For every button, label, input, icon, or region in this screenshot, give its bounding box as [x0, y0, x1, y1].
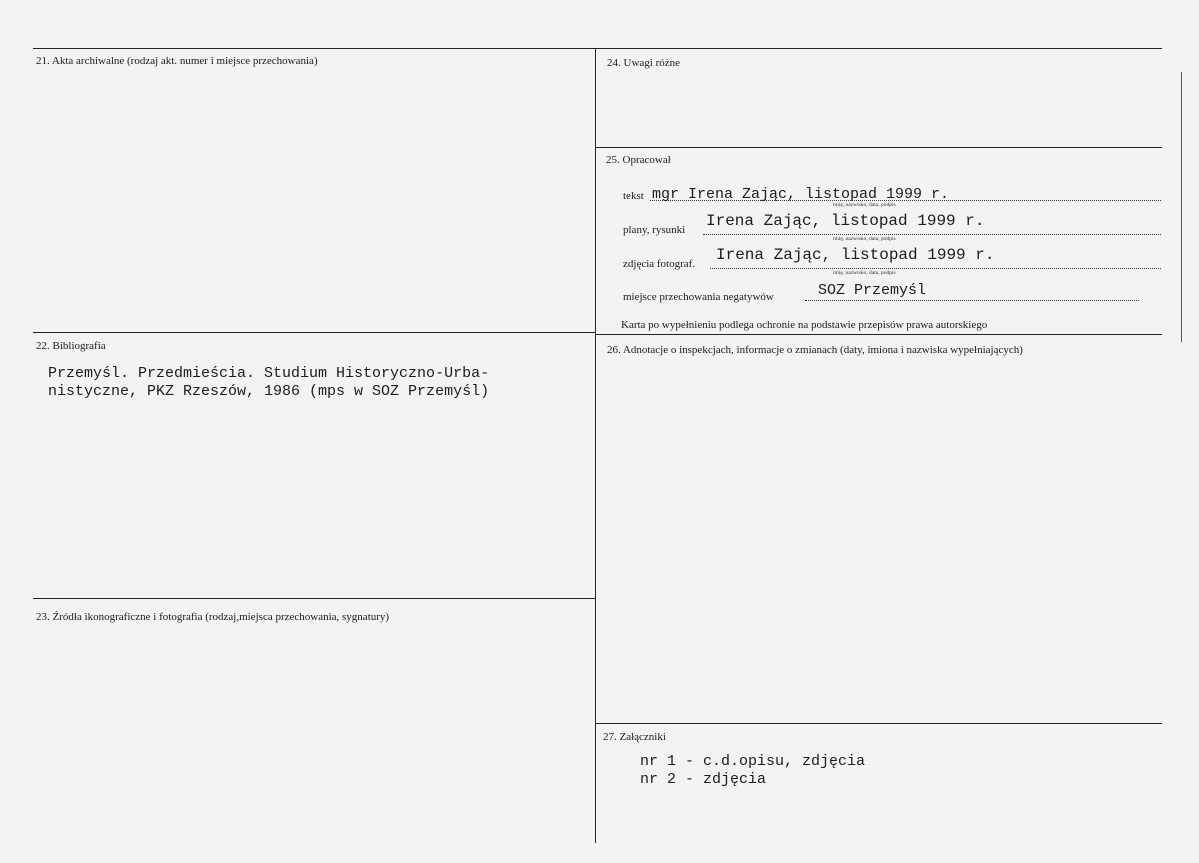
plany-label: plany, rysunki [623, 224, 686, 236]
section-24-label: 24. Uwagi różne [607, 57, 681, 69]
zdjecia-hint: imię, nazwisko, data, podpis [833, 270, 896, 276]
tekst-value: mgr Irena Zając, listopad 1999 r. [652, 186, 950, 203]
section-26-label: 26. Adnotacje o inspekcjach, informacje o zmianach (daty, imiona i nazwiska wypełniających) [607, 344, 1023, 356]
miejsce-value: SOZ Przemyśl [818, 282, 927, 299]
tekst-hint: imię, nazwisko, data, podpis [833, 202, 896, 208]
bibliography-line-2: nistyczne, PKZ Rzeszów, 1986 (mps w SOZ Przemyśl) [48, 383, 490, 400]
top-rule [33, 48, 1162, 49]
section-22-label: 22. Bibliografia [36, 340, 106, 352]
section-21-label: 21. Akta archiwalne (rodzaj akt. numer i miejsce przechowania) [36, 55, 318, 67]
plany-hint: imię, nazwisko, data, podpis [833, 236, 896, 242]
miejsce-dotted-line [805, 300, 1139, 301]
right-rule-27 [596, 723, 1162, 724]
right-margin-rule [1181, 72, 1182, 342]
plany-dotted-line [703, 234, 1161, 235]
left-rule-22 [33, 332, 595, 333]
section-27-label: 27. Załączniki [603, 731, 666, 743]
plany-value: Irena Zając, listopad 1999 r. [706, 212, 985, 230]
zdjecia-label: zdjęcia fotograf. [623, 258, 696, 270]
zdjecia-value: Irena Zając, listopad 1999 r. [716, 246, 995, 264]
section-23-label: 23. Źródła ikonograficzne i fotografia (rodzaj,miejsca przechowania, sygnatury) [36, 611, 390, 623]
attachments-line-1: nr 1 - c.d.opisu, zdjęcia [640, 753, 866, 770]
miejsce-label: miejsce przechowania negatywów [623, 291, 774, 303]
zdjecia-dotted-line [710, 268, 1161, 269]
bibliography-line-1: Przemyśl. Przedmieścia. Studium Historyczno-Urba- [48, 365, 490, 382]
right-rule-26 [596, 334, 1162, 335]
copyright-note: Karta po wypełnieniu podlega ochronie na podstawie przepisów prawa autorskiego [621, 319, 988, 331]
tekst-label: tekst [623, 190, 644, 202]
section-25-label: 25. Opracował [606, 154, 671, 166]
left-rule-23 [33, 598, 595, 599]
attachments-line-2: nr 2 - zdjęcia [640, 771, 767, 788]
right-rule-25 [596, 147, 1162, 148]
